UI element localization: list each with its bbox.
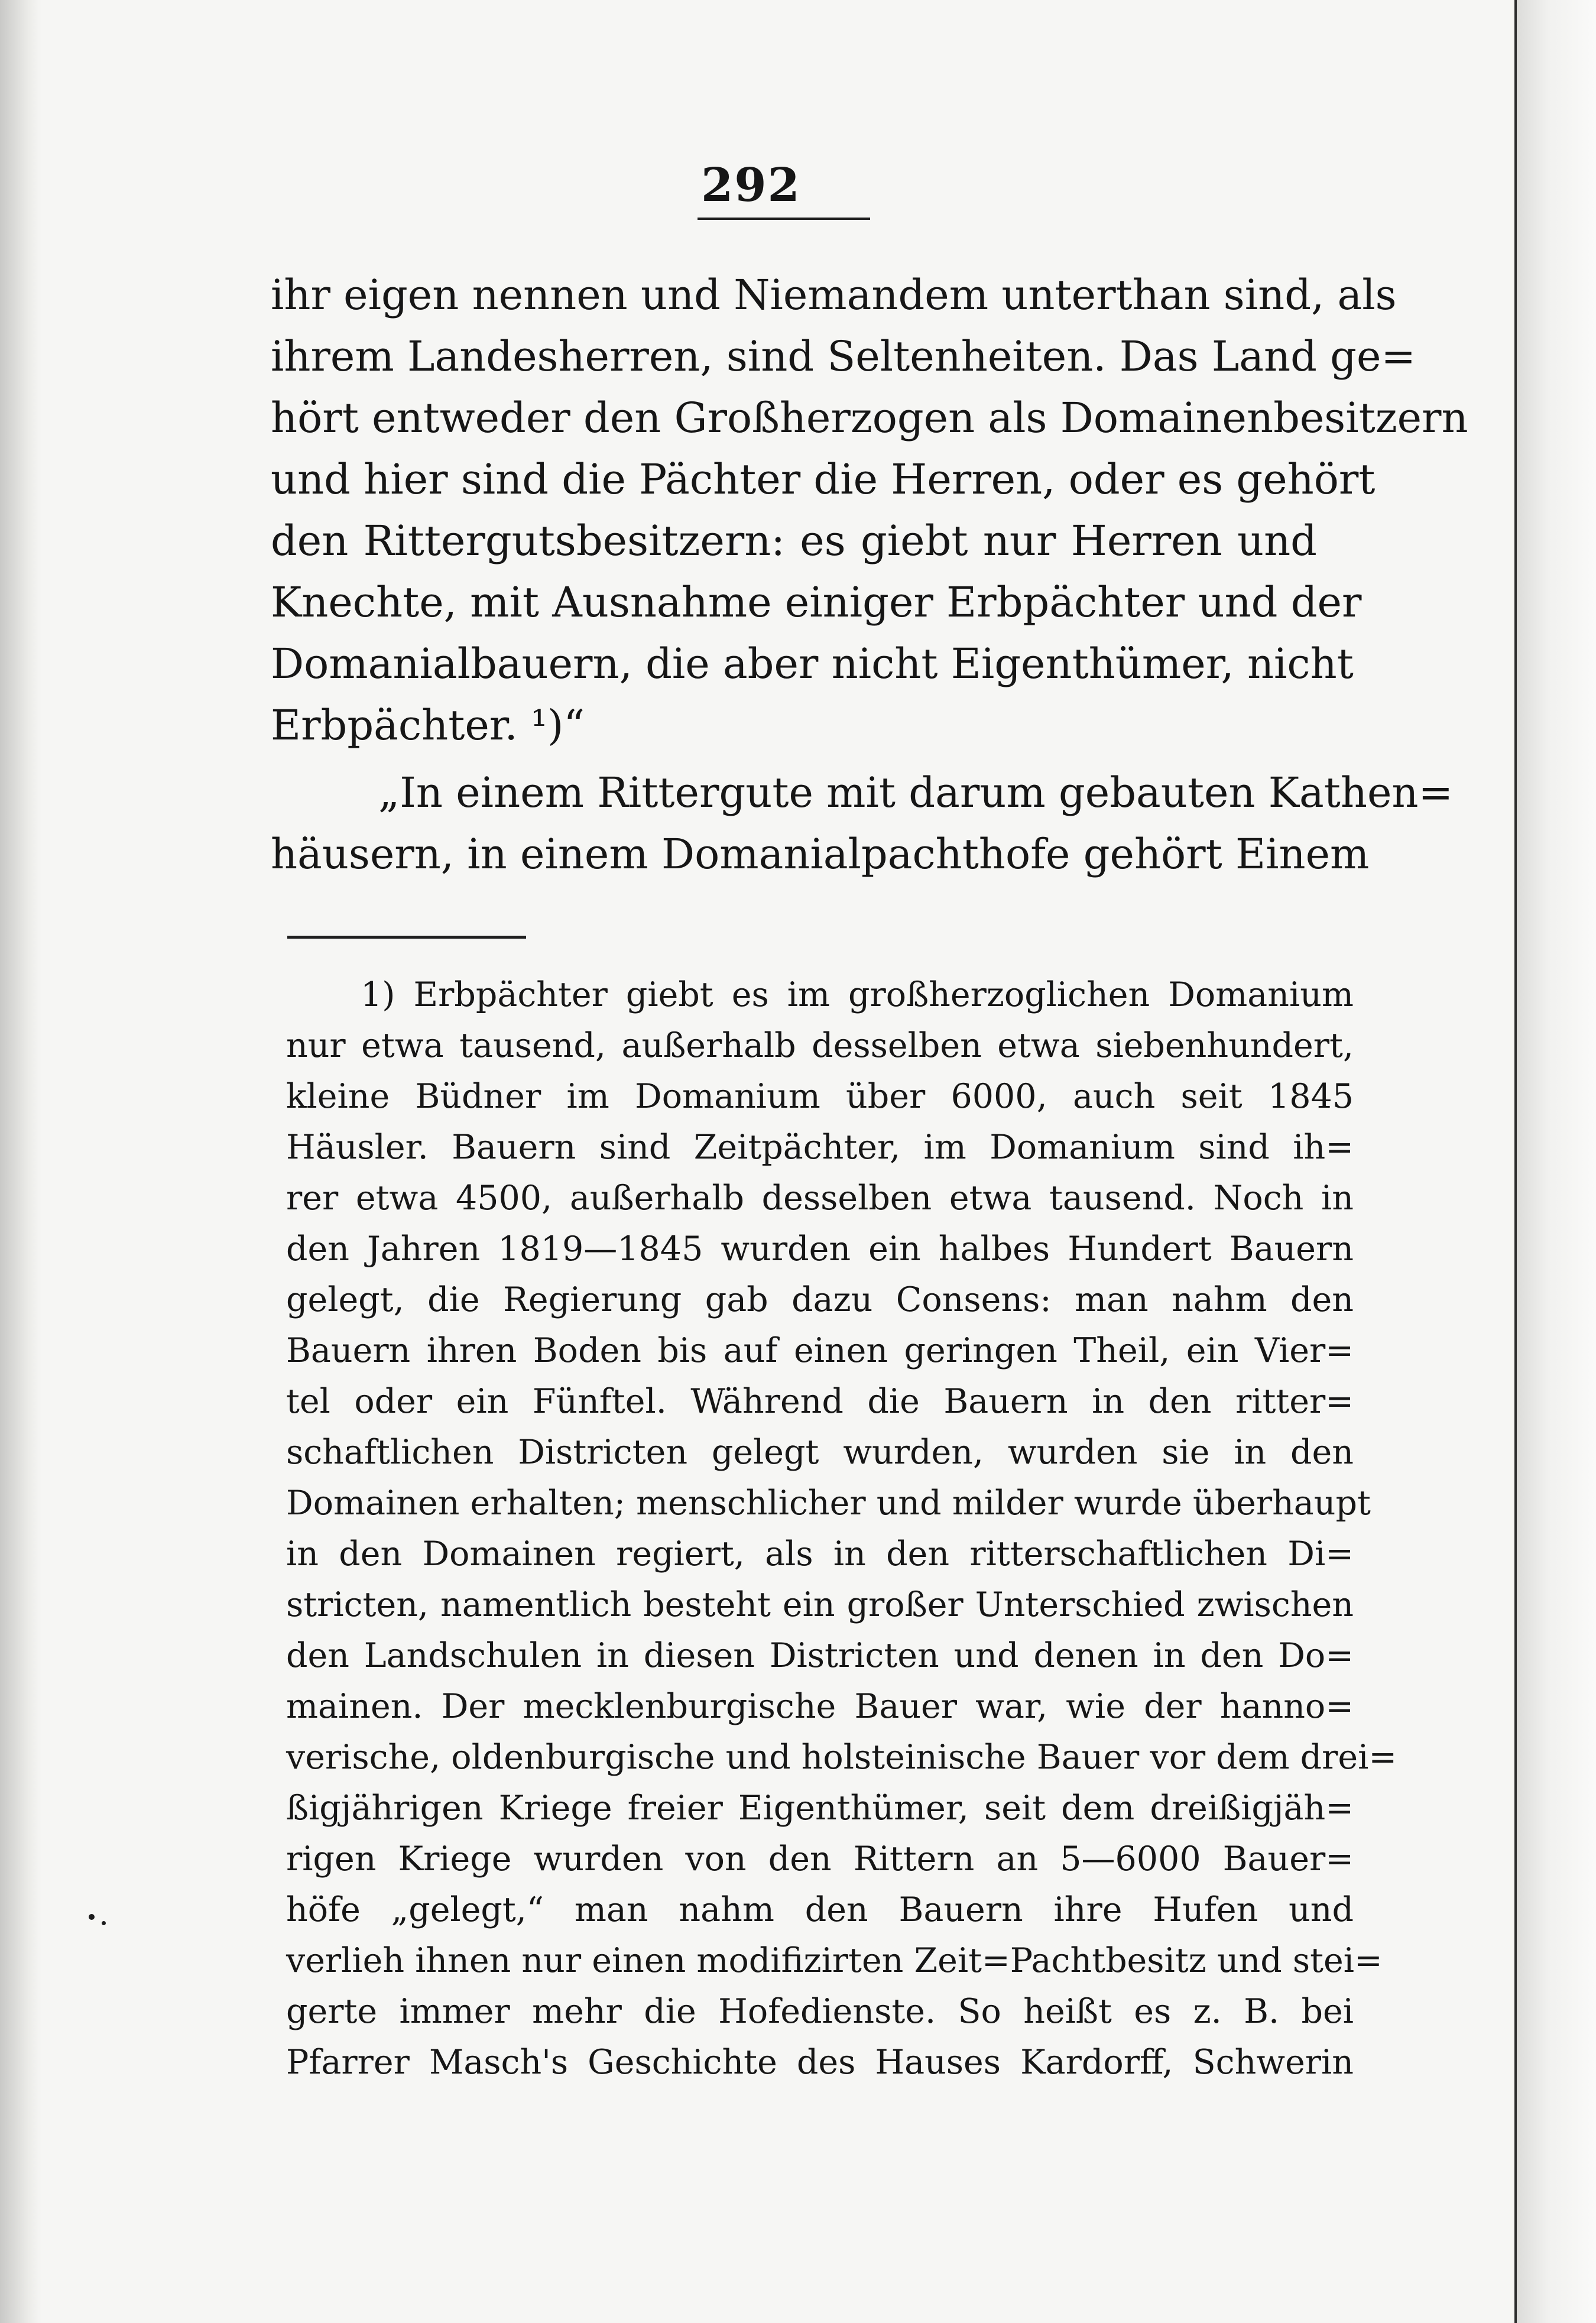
body-line: ihr eigen nennen und Niemandem unterthan sind, als <box>271 271 1397 319</box>
footnote-line: verlieh ihnen nur einen modifizirten Zeit=Pachtbesitz und stei= <box>286 1941 1383 1980</box>
footnote-line: rigen Kriege wurden von den Rittern an 5—6000 Bauer= <box>286 1839 1354 1878</box>
footnote-line: stricten, namentlich besteht ein großer Unterschied zwischen <box>286 1585 1354 1624</box>
body-line: häusern, in einem Domanialpachthofe gehört Einem <box>271 830 1370 878</box>
page-number: 292 <box>701 158 801 212</box>
footnote-line: schaftlichen Districten gelegt wurden, wurden sie in den <box>286 1433 1354 1472</box>
footnote-line: Bauern ihren Boden bis auf einen geringen Theil, ein Vier= <box>286 1331 1354 1370</box>
footnote-line: Häusler. Bauern sind Zeitpächter, im Domanium sind ih= <box>286 1128 1354 1167</box>
footnote-line: gerte immer mehr die Hofedienste. So heißt es z. B. bei <box>286 1992 1354 2031</box>
body-line: Erbpächter. ¹)“ <box>271 701 585 750</box>
footnote-line: kleine Büdner im Domanium über 6000, auch seit 1845 <box>286 1077 1354 1116</box>
footnote-line: 1) Erbpächter giebt es im großherzoglichen Domanium <box>361 975 1354 1014</box>
body-line: ihrem Landesherren, sind Seltenheiten. Das Land ge= <box>271 332 1416 381</box>
body-line: den Rittergutsbesitzern: es giebt nur Herren und <box>271 517 1317 565</box>
body-line: und hier sind die Pächter die Herren, oder es gehört <box>271 455 1376 504</box>
footnote-divider <box>287 936 526 939</box>
footnote-line: Pfarrer Masch's Geschichte des Hauses Kardorff, Schwerin <box>286 2043 1354 2082</box>
footnote-line: den Landschulen in diesen Districten und denen in den Do= <box>286 1636 1354 1675</box>
footnote-line: in den Domainen regiert, als in den ritterschaftlichen Di= <box>286 1534 1354 1573</box>
footnote-line: verische, oldenburgische und holsteinische Bauer vor dem drei= <box>286 1738 1397 1777</box>
footnote-line: tel oder ein Fünftel. Während die Bauern in den ritter= <box>286 1382 1354 1421</box>
footnote-line: ßigjährigen Kriege freier Eigenthümer, seit dem dreißigjäh= <box>286 1789 1354 1828</box>
footnote-line: nur etwa tausend, außerhalb desselben etwa siebenhundert, <box>286 1026 1354 1065</box>
footnote-line: mainen. Der mecklenburgische Bauer war, wie der hanno= <box>286 1687 1354 1726</box>
body-line: „In einem Rittergute mit darum gebauten Kathen= <box>378 768 1454 817</box>
ink-speck <box>89 1914 95 1920</box>
page-edge <box>1514 0 1517 2323</box>
body-line: Domanialbauern, die aber nicht Eigenthümer, nicht <box>271 640 1354 688</box>
body-line: hört entweder den Großherzogen als Domainenbesitzern <box>271 394 1468 442</box>
ink-speck <box>102 1921 106 1925</box>
footnote-line: höfe „gelegt,“ man nahm den Bauern ihre Hufen und <box>286 1890 1354 1929</box>
page-gutter-shadow <box>0 0 41 2323</box>
page-right-margin <box>1517 0 1596 2323</box>
footnote-line: gelegt, die Regierung gab dazu Consens: man nahm den <box>286 1280 1354 1319</box>
body-line: Knechte, mit Ausnahme einiger Erbpächter und der <box>271 578 1362 627</box>
footnote-line: den Jahren 1819—1845 wurden ein halbes Hundert Bauern <box>286 1229 1354 1268</box>
footnote-line: rer etwa 4500, außerhalb desselben etwa tausend. Noch in <box>286 1179 1354 1218</box>
page-number-rule <box>698 218 870 220</box>
footnote-line: Domainen erhalten; menschlicher und milder wurde überhaupt <box>286 1484 1371 1523</box>
